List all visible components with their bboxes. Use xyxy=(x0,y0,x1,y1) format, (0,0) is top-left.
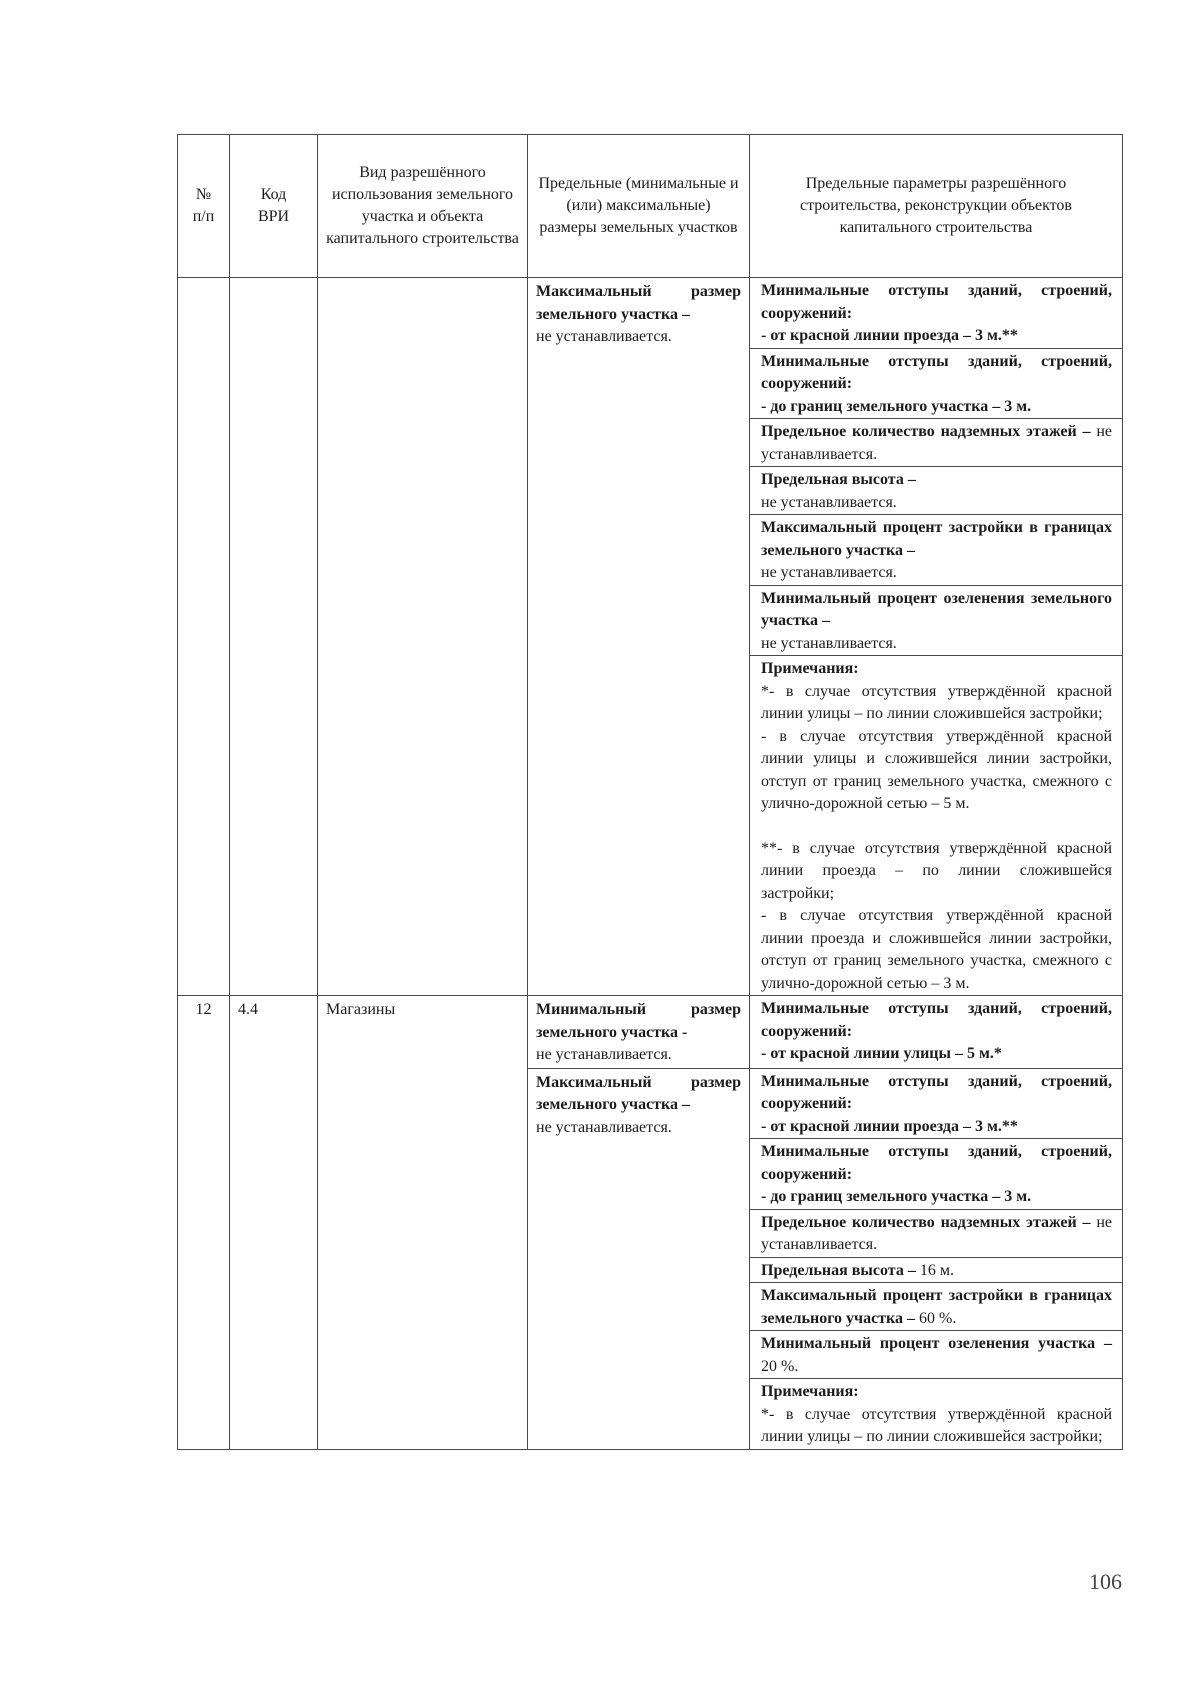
param-title: Минимальные отступы зданий, строений, сооружений: xyxy=(761,1072,1112,1112)
param-greenery xyxy=(750,1331,1123,1379)
param-value: - до границ земельного участка – 3 м. xyxy=(761,1188,1032,1205)
param-title: Предельное количество надземных этажей – xyxy=(761,423,1091,440)
param-value: не устанавливается. xyxy=(761,564,897,581)
param-height xyxy=(750,467,1123,515)
cell-number: 12 xyxy=(178,996,230,1450)
param-value: не устанавливается. xyxy=(761,493,897,511)
min-size-title: Минимальный размер земельного участка - xyxy=(536,1001,741,1041)
param-title: Минимальный процент озеленения участка – xyxy=(761,1335,1112,1352)
param-title: Максимальный процент застройки в границах земельного участка – xyxy=(761,519,1112,559)
notes-title: Примечания: xyxy=(761,660,859,677)
param-value: 16 м. xyxy=(915,1261,954,1279)
param-value: не устанавливается. xyxy=(761,634,897,652)
max-size-title: Максимальный размер земельного участка – xyxy=(536,283,741,323)
param-setback-boundary xyxy=(750,1139,1123,1210)
header-number: № п/п xyxy=(178,135,230,278)
param-title: Максимальный процент застройки в границах земельного участка – xyxy=(761,1287,1112,1327)
param-title: Минимальный процент озеленения земельного участка – xyxy=(761,589,1112,629)
param-setback-boundary xyxy=(750,348,1123,419)
header-plot-sizes: Предельные (минимальные и (или) максимальные) размеры земельных участков xyxy=(528,135,750,278)
param-title: Минимальные отступы зданий, строений, сооружений: xyxy=(761,282,1112,322)
param-title: Предельная высота – xyxy=(761,1261,916,1279)
min-size-value: не устанавливается. xyxy=(536,1046,672,1063)
notes-title: Примечания: xyxy=(761,1383,859,1400)
header-code: Код ВРИ xyxy=(230,135,318,278)
cell-max-size xyxy=(528,1068,750,1449)
note-text: *- в случае отсутствия утверждённой красной линии улицы – по линии сложившейся застройки; xyxy=(761,1405,1112,1445)
param-coverage xyxy=(750,515,1123,586)
param-title: Предельное количество надземных этажей – xyxy=(761,1213,1091,1231)
param-title: Минимальные отступы зданий, строений, сооружений: xyxy=(761,1000,1112,1040)
param-value: - от красной линии проезда – 3 м.** xyxy=(761,327,1018,344)
note-text: - в случае отсутствия утверждённой красной линии улицы и сложившейся линии застройки, отступ от границ земельного участка, смежного с улично-дорожной сетью – 5 м. xyxy=(761,727,1112,812)
header-parameters: Предельные параметры разрешённого строительства, реконструкции объектов капитального строительства xyxy=(750,135,1123,278)
max-size-value: не устанавливается. xyxy=(536,1118,672,1136)
max-size-title: Максимальный размер земельного участка – xyxy=(536,1073,741,1113)
param-setback-street xyxy=(750,996,1123,1069)
param-title: Минимальные отступы зданий, строений, сооружений: xyxy=(761,352,1112,392)
cell-number-empty xyxy=(178,278,230,996)
cell-code-empty xyxy=(230,278,318,996)
param-value: не устанавливается. xyxy=(761,1213,1112,1253)
param-value: - от красной линии улицы – 5 м.* xyxy=(761,1045,1002,1062)
param-setback-driveway xyxy=(750,1068,1123,1139)
note-text: **- в случае отсутствия утверждённой красной линии проезда – по линии сложившейся застройки; xyxy=(761,839,1112,902)
table-row xyxy=(178,278,1123,349)
cell-use: Магазины xyxy=(318,996,528,1450)
note-spacer xyxy=(761,816,1112,838)
cell-code: 4.4 xyxy=(230,996,318,1450)
regulations-table xyxy=(177,134,1123,1450)
param-notes xyxy=(750,1379,1123,1450)
param-greenery xyxy=(750,585,1123,656)
table-header-row xyxy=(178,135,1123,278)
table-row xyxy=(178,996,1123,1069)
param-floors xyxy=(750,1209,1123,1257)
param-value: - до границ земельного участка – 3 м. xyxy=(761,397,1032,415)
param-title: Минимальные отступы зданий, строений, сооружений: xyxy=(761,1143,1112,1183)
param-value: 20 %. xyxy=(761,1357,799,1375)
param-notes xyxy=(750,656,1123,996)
note-text: - в случае отсутствия утверждённой красной линии проезда и сложившейся линии застройки, отступ от границ земельного участка, смежного с улично-дорожной сетью – 3 м. xyxy=(761,907,1112,992)
cell-min-size xyxy=(528,996,750,1069)
param-title: Предельная высота – xyxy=(761,471,916,488)
page-number: 106 xyxy=(1089,1569,1122,1594)
param-floors xyxy=(750,419,1123,467)
note-text: *- в случае отсутствия утверждённой красной линии улицы – по линии сложившейся застройки; xyxy=(761,682,1112,722)
header-land-use: Вид разрешённого использования земельного участка и объекта капитального строительства xyxy=(318,135,528,278)
param-value: 60 %. xyxy=(915,1309,957,1327)
max-size-value: не устанавливается. xyxy=(536,328,672,345)
param-height xyxy=(750,1257,1123,1283)
param-coverage xyxy=(750,1283,1123,1331)
cell-max-size xyxy=(528,278,750,996)
param-value: не устанавливается. xyxy=(761,423,1112,463)
cell-use-empty xyxy=(318,278,528,996)
param-setback-driveway xyxy=(750,278,1123,349)
param-value: - от красной линии проезда – 3 м.** xyxy=(761,1117,1018,1135)
